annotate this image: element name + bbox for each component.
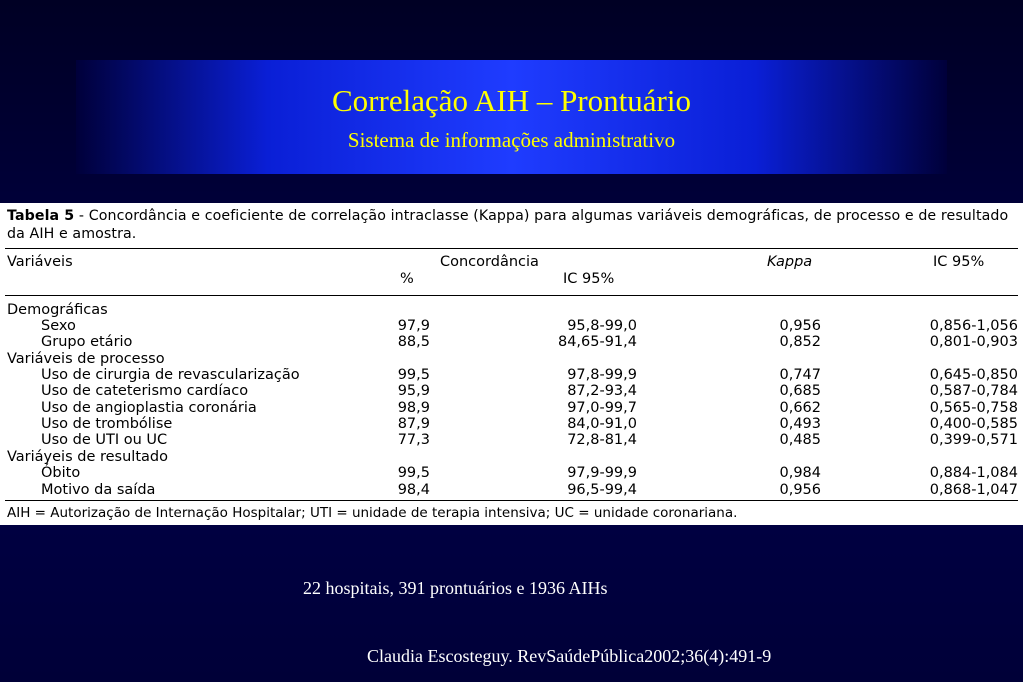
table-caption (7, 207, 1017, 243)
row-percent: 88,5 (397, 334, 430, 350)
row-percent: 87,9 (397, 416, 430, 432)
table-caption-text: - Concordância e coeficiente de correlação intraclasse (Kappa) para algumas variáveis demográficas, de processo e de resultado da AIH e amostra. (7, 208, 1009, 242)
row-kappa-ci: 0,884-1,084 (929, 465, 1018, 481)
slide-title: Correlação AIH – Prontuário (332, 83, 691, 118)
header-ci-concordance: IC 95% (563, 271, 615, 287)
header-ci-kappa: IC 95% (933, 254, 985, 270)
header-kappa: Kappa (767, 254, 813, 270)
header-concordance: Concordância (440, 254, 539, 270)
row-ci: 95,8-99,0 (567, 318, 637, 334)
row-percent: 95,9 (397, 383, 430, 399)
row-kappa: 0,956 (779, 482, 821, 498)
table-footnote: AIH = Autorização de Internação Hospitalar; UTI = unidade de terapia intensiva; UC = unidade coronariana. (7, 505, 738, 521)
row-ci: 84,65-91,4 (557, 334, 637, 350)
row-kappa-ci: 0,399-0,571 (929, 432, 1018, 448)
slide-subtitle: Sistema de informações administrativo (347, 128, 676, 152)
header-percent: % (400, 271, 414, 287)
row-kappa-ci: 0,587-0,784 (929, 383, 1018, 399)
row-ci: 97,0-99,7 (567, 400, 637, 416)
row-kappa: 0,662 (779, 400, 821, 416)
row-kappa: 0,485 (779, 432, 821, 448)
group-processo: Variáveis de processo (7, 351, 165, 367)
table-caption-label: Tabela 5 (7, 208, 75, 224)
row-percent: 77,3 (397, 432, 430, 448)
row-variable: Óbito (41, 465, 81, 481)
row-variable: Sexo (41, 318, 76, 334)
row-percent: 99,5 (397, 465, 430, 481)
row-percent: 97,9 (397, 318, 430, 334)
row-kappa-ci: 0,868-1,047 (929, 482, 1018, 498)
row-ci: 84,0-91,0 (567, 416, 637, 432)
row-variable: Uso de UTI ou UC (41, 432, 168, 448)
row-kappa-ci: 0,856-1,056 (929, 318, 1018, 334)
row-variable: Motivo da saída (41, 482, 156, 498)
row-ci: 72,8-81,4 (567, 432, 637, 448)
row-variable: Uso de cateterismo cardíaco (41, 383, 249, 399)
row-ci: 97,8-99,9 (567, 367, 637, 383)
table-bottom-rule (5, 500, 1018, 501)
row-percent: 98,9 (397, 400, 430, 416)
group-demograficas: Demográficas (7, 302, 108, 318)
row-ci: 97,9-99,9 (567, 465, 637, 481)
title-banner (76, 60, 947, 174)
row-variable: Grupo etário (41, 334, 133, 350)
row-kappa: 0,984 (779, 465, 821, 481)
row-kappa: 0,956 (779, 318, 821, 334)
row-kappa-ci: 0,645-0,850 (929, 367, 1018, 383)
row-kappa-ci: 0,565-0,758 (929, 400, 1018, 416)
table-top-rule (5, 248, 1018, 249)
citation: Claudia Escosteguy. RevSaúdePública2002;36(4):491-9 (367, 646, 772, 666)
table-header-rule (5, 295, 1018, 296)
header-variables: Variáveis (7, 254, 73, 270)
row-variable: Uso de angioplastia coronária (41, 400, 257, 416)
row-variable: Uso de cirurgia de revascularização (41, 367, 300, 383)
row-kappa: 0,685 (779, 383, 821, 399)
row-ci: 87,2-93,4 (567, 383, 637, 399)
row-kappa: 0,493 (779, 416, 821, 432)
row-percent: 98,4 (397, 482, 430, 498)
group-resultado: Variáyeis de resultado (7, 449, 168, 465)
row-ci: 96,5-99,4 (567, 482, 637, 498)
row-kappa: 0,747 (779, 367, 821, 383)
table-image-panel (0, 203, 1023, 525)
row-variable: Uso de trombólise (41, 416, 173, 432)
sample-note: 22 hospitais, 391 prontuários e 1936 AIHs (303, 578, 608, 598)
row-kappa-ci: 0,801-0,903 (929, 334, 1018, 350)
row-kappa: 0,852 (779, 334, 821, 350)
row-percent: 99,5 (397, 367, 430, 383)
row-kappa-ci: 0,400-0,585 (929, 416, 1018, 432)
